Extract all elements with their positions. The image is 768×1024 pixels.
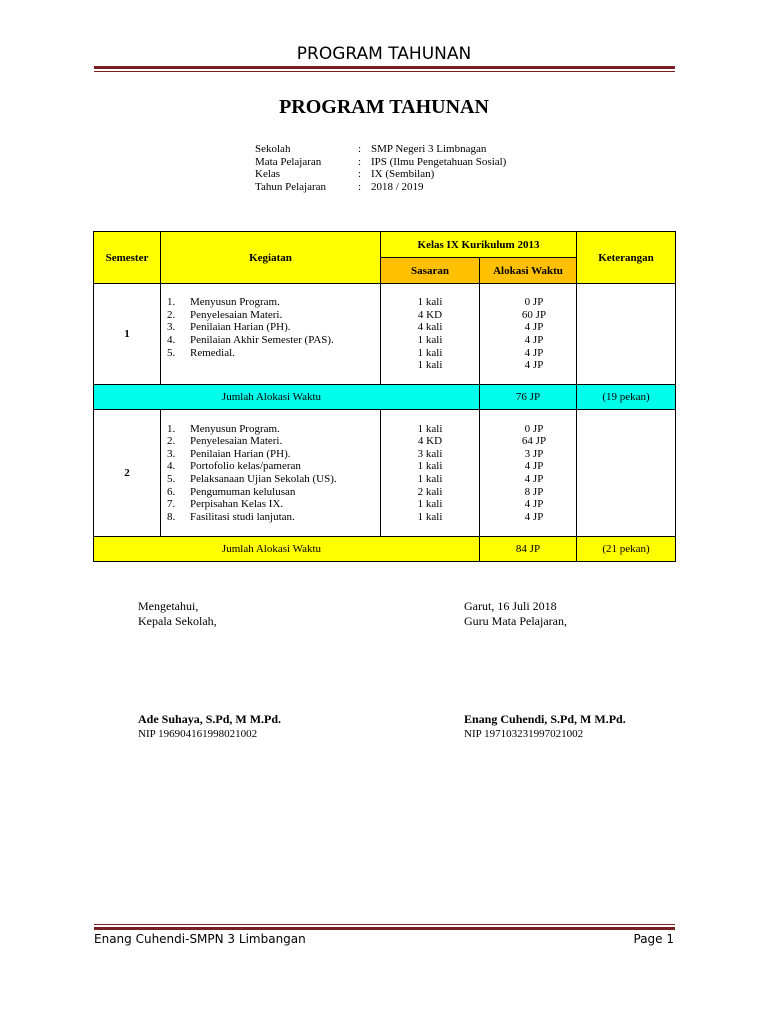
sasaran-value: 1 kali	[417, 346, 443, 359]
alokasi-value: 4 JP	[524, 460, 544, 473]
signatory-nip: NIP 196904161998021002	[138, 727, 258, 740]
info-value: 2018 / 2019	[371, 180, 424, 193]
alokasi-column	[480, 284, 577, 385]
sign-line: Garut, 16 Juli 2018	[464, 599, 557, 613]
footer-author: Enang Cuhendi-SMPN 3 Limbangan	[94, 932, 306, 946]
info-label: Tahun Pelajaran	[255, 180, 327, 193]
sasaran-value: 1 kali	[417, 510, 443, 523]
sign-role: Kepala Sekolah,	[138, 613, 217, 628]
list-item: 2. Penyelesaian Materi.	[167, 435, 283, 448]
list-item: 3. Penilaian Harian (PH).	[167, 447, 291, 460]
sasaran-column	[381, 410, 480, 537]
alokasi-value: 4 JP	[524, 473, 544, 485]
document-title: PROGRAM TAHUNAN	[279, 96, 489, 118]
sasaran-value: 1 kali	[417, 296, 443, 309]
list-item: 1. Menyusun Program.	[167, 296, 280, 309]
signatory-name: Enang Cuhendi, S.Pd, M M.Pd.	[464, 712, 626, 726]
signatory-name: Ade Suhaya, S.Pd, M M.Pd.	[138, 712, 282, 726]
info-block	[255, 143, 506, 193]
signature-right-name	[464, 712, 626, 741]
sasaran-value: 4 KD	[417, 308, 443, 321]
total-label: Jumlah Alokasi Waktu	[94, 385, 480, 410]
header-sasaran: Sasaran	[381, 258, 480, 284]
semester-number: 2	[94, 410, 161, 537]
info-label: Sekolah	[255, 143, 291, 155]
semester-row	[94, 410, 676, 537]
alokasi-value: 4 JP	[524, 359, 544, 372]
list-item: 3. Penilaian Harian (PH).	[167, 321, 291, 334]
keterangan-cell	[577, 284, 676, 385]
info-row-tahun: Tahun Pelajaran : 2018 / 2019	[255, 180, 424, 193]
sign-line: Mengetahui,	[138, 599, 199, 613]
sasaran-value: 1 kali	[417, 422, 443, 435]
semester-number: 1	[94, 284, 161, 385]
alokasi-value: 4 JP	[524, 334, 544, 346]
sasaran-value: 1 kali	[417, 473, 443, 485]
list-item: 6. Pengumuman kelulusan	[167, 485, 296, 498]
program-table	[93, 231, 676, 562]
alokasi-value: 60 JP	[521, 308, 547, 321]
list-item: 5. Pelaksanaan Ujian Sekolah (US).	[167, 473, 337, 485]
sasaran-value: 1 kali	[417, 498, 443, 511]
sasaran-value: 1 kali	[417, 334, 443, 346]
alokasi-value: 4 JP	[524, 346, 544, 359]
alokasi-value: 0 JP	[524, 422, 544, 435]
signature-right	[464, 599, 567, 628]
alokasi-value: 64 JP	[521, 435, 547, 448]
info-label: Kelas	[255, 168, 281, 181]
sasaran-value: 1 kali	[417, 359, 443, 372]
list-item: 8. Fasilitasi studi lanjutan.	[167, 510, 295, 523]
list-item: 4. Portofolio kelas/pameran	[167, 460, 301, 473]
info-row-mapel: Mata Pelajaran : IPS (Ilmu Pengetahuan Sosial)	[255, 155, 507, 168]
total-weeks: (21 pekan)	[577, 537, 676, 562]
header-rule	[94, 66, 675, 72]
info-value: IPS (Ilmu Pengetahuan Sosial)	[371, 155, 507, 168]
alokasi-value: 3 JP	[524, 447, 544, 460]
activity-list	[161, 284, 381, 385]
semester-row	[94, 284, 676, 385]
sasaran-column	[381, 284, 480, 385]
header-kelas: Kelas IX Kurikulum 2013	[381, 232, 577, 258]
list-item: 2. Penyelesaian Materi.	[167, 308, 283, 321]
sasaran-value: 1 kali	[417, 460, 443, 473]
activity-list	[161, 410, 381, 537]
header-keterangan: Keterangan	[577, 232, 676, 284]
header-semester: Semester	[94, 232, 161, 284]
info-row-sekolah: Sekolah : SMP Negeri 3 Limbnagan	[255, 143, 487, 155]
total-jp: 76 JP	[480, 385, 577, 410]
sasaran-value: 4 kali	[417, 321, 443, 334]
total-jp: 84 JP	[480, 537, 577, 562]
page-header-title: PROGRAM TAHUNAN	[296, 44, 472, 64]
list-item: 7. Perpisahan Kelas IX.	[167, 498, 284, 511]
info-label: Mata Pelajaran	[255, 155, 322, 168]
sasaran-value: 2 kali	[417, 485, 443, 498]
signature-left-name	[138, 712, 281, 741]
alokasi-value: 4 JP	[524, 510, 544, 523]
alokasi-value: 8 JP	[524, 485, 544, 498]
header-kegiatan: Kegiatan	[161, 232, 381, 284]
keterangan-cell	[577, 410, 676, 537]
page-number: Page 1	[633, 932, 674, 946]
total-weeks: (19 pekan)	[577, 385, 676, 410]
sasaran-value: 3 kali	[417, 447, 443, 460]
list-item: 5. Remedial.	[167, 346, 235, 359]
alokasi-value: 4 JP	[524, 321, 544, 334]
alokasi-value: 0 JP	[524, 296, 544, 309]
sasaran-value: 4 KD	[417, 435, 443, 448]
total-row	[94, 385, 676, 410]
sign-role: Guru Mata Pelajaran,	[464, 613, 567, 628]
signatory-nip: NIP 197103231997021002	[464, 727, 584, 740]
info-value: IX (Sembilan)	[371, 168, 435, 181]
list-item: 4. Penilaian Akhir Semester (PAS).	[167, 334, 334, 346]
info-row-kelas: Kelas : IX (Sembilan)	[255, 168, 435, 181]
footer-rule	[94, 924, 675, 930]
total-row	[94, 537, 676, 562]
total-label: Jumlah Alokasi Waktu	[94, 537, 480, 562]
list-item: 1. Menyusun Program.	[167, 422, 280, 435]
alokasi-value: 4 JP	[524, 498, 544, 511]
info-value: SMP Negeri 3 Limbnagan	[371, 143, 487, 155]
signature-left	[138, 599, 217, 628]
header-alokasi: Alokasi Waktu	[480, 258, 577, 284]
alokasi-column	[480, 410, 577, 537]
